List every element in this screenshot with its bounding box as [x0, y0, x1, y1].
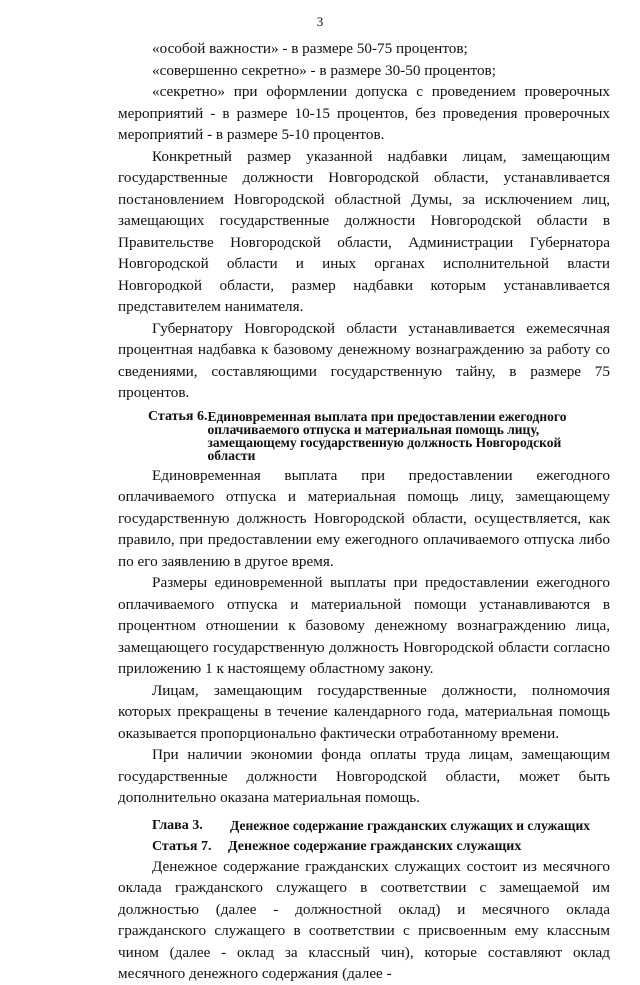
article-title: Денежное содержание гражданских служащих	[228, 838, 522, 854]
paragraph: «особой важности» - в размере 50-75 процентов;	[152, 40, 468, 57]
paragraph: Размеры единовременной выплаты при предоставлении ежегодного оплачиваемого отпуска и материальной помощи устанавливаются в процентном отношении к базовому денежному вознаграждению лица, замещающего государственную должность Новгородской области согласно приложению 1 к настоящему областному закону.	[118, 574, 610, 677]
chapter-number: Глава 3.	[152, 817, 203, 833]
article-number: Статья 6.	[148, 408, 208, 424]
article-number: Статья 7.	[152, 838, 212, 854]
paragraph: При наличии экономии фонда оплаты труда лицам, замещающим государственные должности Новгородской области, может быть дополнительно оказана материальная помощь.	[118, 746, 610, 806]
article-title: Единовременная выплата при предоставлении ежегодного оплачиваемого отпуска и материальная помощь лицу, замещающему государственную должность Новгородской области	[207, 408, 567, 463]
paragraph: «секретно» при оформлении допуска с проведением проверочных мероприятий - в размере 10-15 процентов, без проведения проверочных мероприятий - в размере 5-10 процентов.	[118, 83, 610, 143]
article-7-heading	[118, 838, 610, 856]
paragraph: Конкретный размер указанной надбавки лицам, замещающим государственные должности Новгородской области, устанавливается постановлением Новгородской областной Думы, за исключением лиц, замещающих государственные должности Новгородской области в Правительстве Новгородской области, Администрации Губернатора Новгородской области и иных органах исполнительной власти Новгородкой области, размер надбавки которым устанавливается представителем нанимателя.	[118, 147, 610, 315]
paragraph: Губернатору Новгородской области устанавливается ежемесячная процентная надбавка к базовому денежному вознаграждению за работу со сведениями, составляющими государственную тайну, в размере 75 процентов.	[118, 319, 610, 401]
paragraph: Единовременная выплата при предоставлении ежегодного оплачиваемого отпуска и материальная помощь лицу, замещающему государственную должность Новгородской области, осуществляется, как правило, при предоставлении ему ежегодного оплачиваемого отпуска либо по его заявлению в другое время.	[118, 466, 610, 570]
page-number: 3	[316, 14, 324, 29]
paragraph: Лицам, замещающим государственные должности, полномочия которых прекращены в течение календарного года, материальная помощь оказывается пропорционально фактически отработанному времени.	[118, 681, 610, 742]
chapter-title: Денежное содержание гражданских служащих и служащих	[230, 817, 590, 833]
paragraph: Денежное содержание гражданских служащих состоит из месячного оклада гражданского служащего в соответствии с замещаемой им должностью (далее - должностной оклад) и месячного оклада гражданского служащего в соответствии с присвоенным ему классным чином (далее - оклад за классный чин), которые составляют оклад месячного денежного содержания (далее -	[118, 857, 610, 982]
document-body	[118, 38, 610, 985]
paragraph: «совершенно секретно» - в размере 30-50 процентов;	[152, 61, 496, 79]
chapter-3-heading	[118, 819, 610, 832]
article-6-heading	[118, 410, 610, 462]
